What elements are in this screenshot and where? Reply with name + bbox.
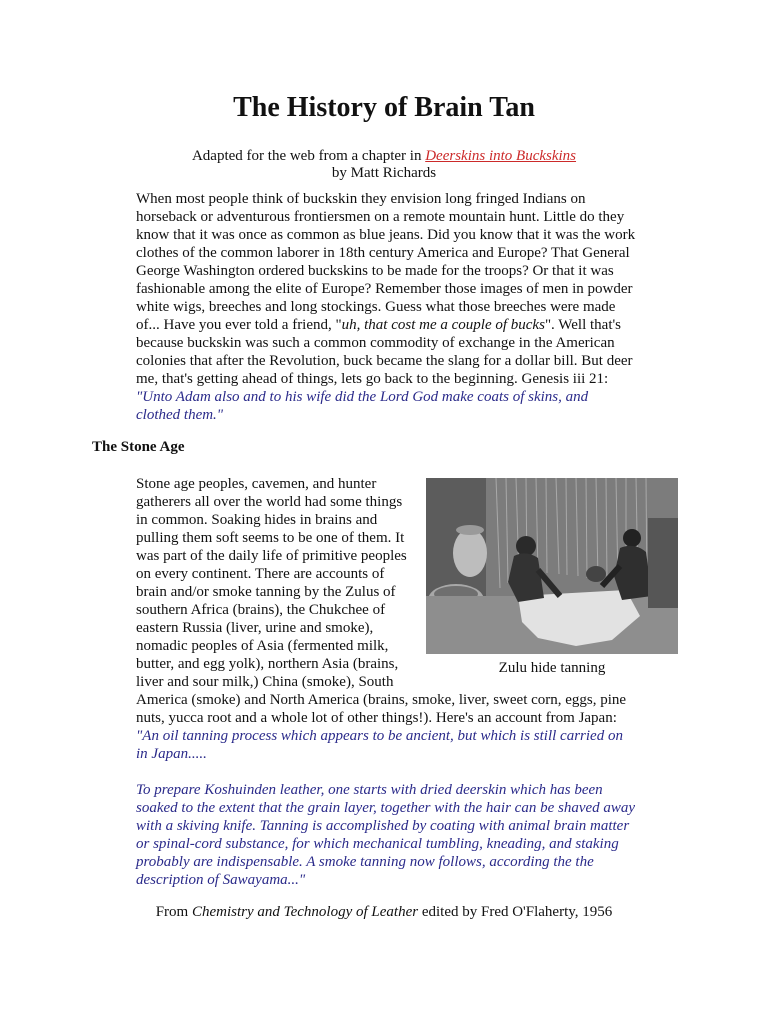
text-line: gatherers all over the world had some things xyxy=(136,494,403,510)
stone-age-continuation: America (smoke) and North America (brains, smoke, liver, sweet corn, eggs, pine nuts, yucca root and a whole lot of other things!). Here's an account from Japan: xyxy=(136,692,627,726)
text-line: liver and sour milk,) China (smoke), South xyxy=(136,674,394,690)
text-line: eastern Russia (liver, urine and smoke), xyxy=(136,620,374,636)
adapted-line xyxy=(0,148,768,165)
source-book-title: Chemistry and Technology of Leather xyxy=(191,904,419,920)
text-line: was part of the daily life of primitive peoples xyxy=(136,548,407,564)
book-link[interactable]: Deerskins into Buckskins xyxy=(425,148,577,164)
section-heading-stone-age: The Stone Age xyxy=(92,439,185,455)
japan-quote-1: "An oil tanning process which appears to be ancient, but which is still carried on in Japan..... xyxy=(136,728,623,762)
intro-text-2: ". Well that's because buckskin was such a common commodity of exchange in the American colonies that after the Revolution, buck became the slang for a dollar bill. But deer me, that's getting ahead of things, lets go back to the beginning. Genesis iii 21: xyxy=(136,317,633,387)
text-line: Stone age peoples, cavemen, and hunter xyxy=(136,476,377,492)
text-line: in common. Soaking hides in brains and xyxy=(136,512,378,528)
page-title: The History of Brain Tan xyxy=(233,92,535,123)
source-citation xyxy=(0,904,768,921)
text-line: nomadic peoples of Asia (fermented milk, xyxy=(136,638,389,654)
intro-italic-phrase: uh, that cost me a couple of bucks xyxy=(341,317,545,333)
text-line: southern Africa (brains), the Chukchee of xyxy=(136,602,386,618)
text-line: brain and/or smoke tanning by the Zulus of xyxy=(136,584,396,600)
adapted-prefix: Adapted for the web from a chapter in xyxy=(191,148,426,164)
text-line: on every continent. There are accounts of xyxy=(136,566,385,582)
figure-caption: Zulu hide tanning xyxy=(498,660,606,676)
photo-illustration xyxy=(426,478,678,654)
genesis-quote: "Unto Adam also and to his wife did the Lord God make coats of skins, and clothed them." xyxy=(136,389,589,423)
text-line: butter, and egg yolk), northern Asia (brains, xyxy=(136,656,399,672)
intro-text-1: When most people think of buckskin they envision long fringed Indians on horseback or adventurous frontiersmen on a remote mountain hunt. Little do they know that it was once as common as blue jeans. Did you know that it was the work clothes of the common laborer in 18th century America and Europe? That General George Washington ordered buckskins to be made for the troops? Or that it was fashionable among the elite of Europe? Remember those images of men in powder white wigs, breeches and long stockings. Guess what those breeches were made of... Have you ever told a friend, " xyxy=(136,191,636,333)
japan-quote-2: To prepare Koshuinden leather, one starts with dried deerskin which has been soaked to the extent that the grain layer, together with the hair can be shaved away with a skiving knife. Tanning is accomplished by coating with animal brain matter or spinal-cord substance, for which mechanical tumbling, kneading, and staking probably are indispensable. A smoke tanning now follows, according the the description of Sawayama..." xyxy=(136,782,636,888)
source-prefix: From xyxy=(155,904,192,920)
text-line: pulling them soft seems to be one of them. It xyxy=(136,530,405,546)
byline: by Matt Richards xyxy=(331,165,437,181)
source-suffix: edited by Fred O'Flaherty, 1956 xyxy=(418,904,613,920)
zulu-hide-tanning-photo xyxy=(426,478,678,654)
intro-paragraph xyxy=(136,190,636,424)
